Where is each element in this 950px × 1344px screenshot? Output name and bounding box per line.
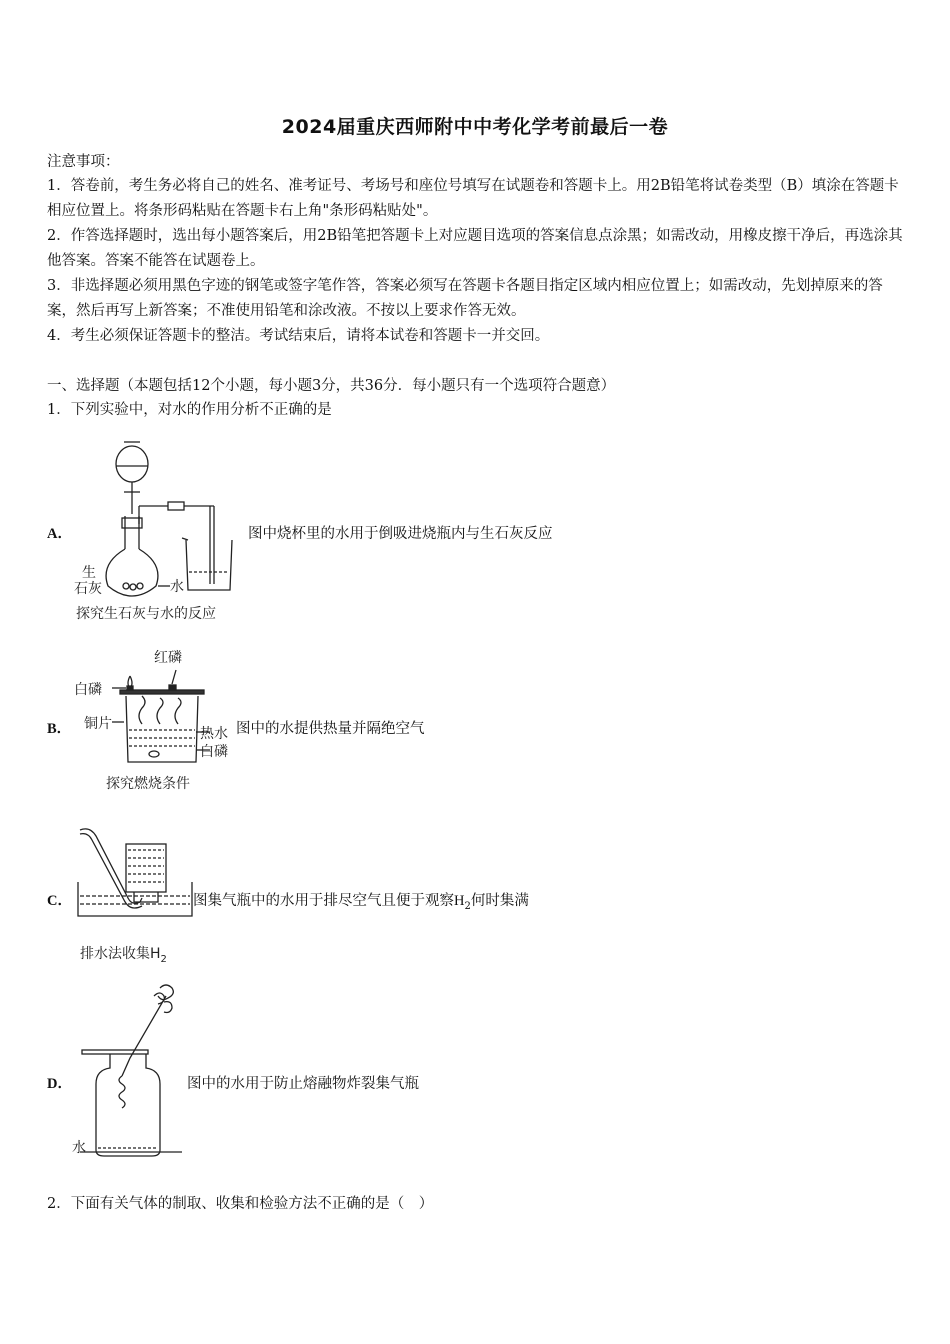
fig-c-caption: 排水法收集$H_2$: [80, 946, 167, 965]
page-title: 2024届重庆西师附中中考化学考前最后一卷: [281, 116, 669, 138]
question-1-stem: 1．下列实验中，对水的作用分析不正确的是: [47, 402, 332, 418]
fig-b-label-tongpian: 铜片: [84, 716, 112, 732]
option-a-label: A．: [47, 526, 72, 542]
notice-heading: 注意事项：: [47, 154, 120, 170]
notice-item-4: 4．考生必须保证答题卡的整洁。考试结束后，请将本试卷和答题卡一并交回。: [47, 328, 550, 344]
fig-b-label-bailin2: 白磷: [200, 744, 228, 760]
fig-b-caption: 探究燃烧条件: [106, 776, 190, 792]
figure-a-apparatus: [70, 434, 260, 624]
option-b-text: 图中的水提供热量并隔绝空气: [236, 721, 425, 737]
option-d-text: 图中的水用于防止熔融物炸裂集气瓶: [187, 1076, 419, 1092]
fig-a-label-sheng: 生: [82, 565, 96, 581]
fig-a-label-shui: 水: [170, 579, 184, 595]
notice-item-1: 1．答卷前，考生务必将自己的姓名、准考证号、考场号和座位号填写在试题卷和答题卡上。用2B铅笔将试卷类型（B）填涂在答题卡相应位置上。将条形码粘贴在答题卡右上角"条形码粘贴处"。: [47, 178, 899, 219]
option-b-label: B．: [47, 721, 72, 737]
option-c-text: 图集气瓶中的水用于排尽空气且便于观察$H_2$何时集满: [193, 893, 529, 912]
option-a-text: 图中烧杯里的水用于倒吸进烧瓶内与生石灰反应: [248, 526, 553, 542]
question-2-stem: 2．下面有关气体的制取、收集和检验方法不正确的是（ ）: [47, 1196, 434, 1212]
figure-c-apparatus: [76, 826, 200, 966]
notice-item-3: 3．非选择题必须用黑色字迹的钢笔或签字笔作答，答案必须写在答题卡各题目指定区域内相应位置上；如需改动，先划掉原来的答案，然后再写上新答案；不准使用铅笔和涂改液。不按以上要求作答无效。: [47, 278, 883, 319]
section-heading: 一、选择题（本题包括12个小题，每小题3分，共36分．每小题只有一个选项符合题意）: [47, 378, 616, 394]
option-d-label: D．: [47, 1076, 72, 1092]
fig-d-label-shui: 水: [72, 1140, 86, 1156]
fig-b-label-bailin: 白磷: [74, 682, 102, 698]
fig-b-label-reshui: 热水: [200, 726, 228, 742]
notice-item-2: 2．作答选择题时，选出每小题答案后，用2B铅笔把答题卡上对应题目选项的答案信息点涂黑；如需改动，用橡皮擦干净后，再选涂其他答案。答案不能答在试题卷上。: [47, 228, 903, 269]
option-c-label: C．: [47, 893, 72, 909]
figure-b-apparatus: [72, 646, 242, 796]
figure-d-apparatus: [70, 980, 190, 1164]
fig-b-label-honglin: 红磷: [154, 650, 182, 666]
fig-a-caption: 探究生石灰与水的反应: [76, 606, 216, 622]
fig-a-label-shihui: 石灰: [74, 581, 102, 597]
